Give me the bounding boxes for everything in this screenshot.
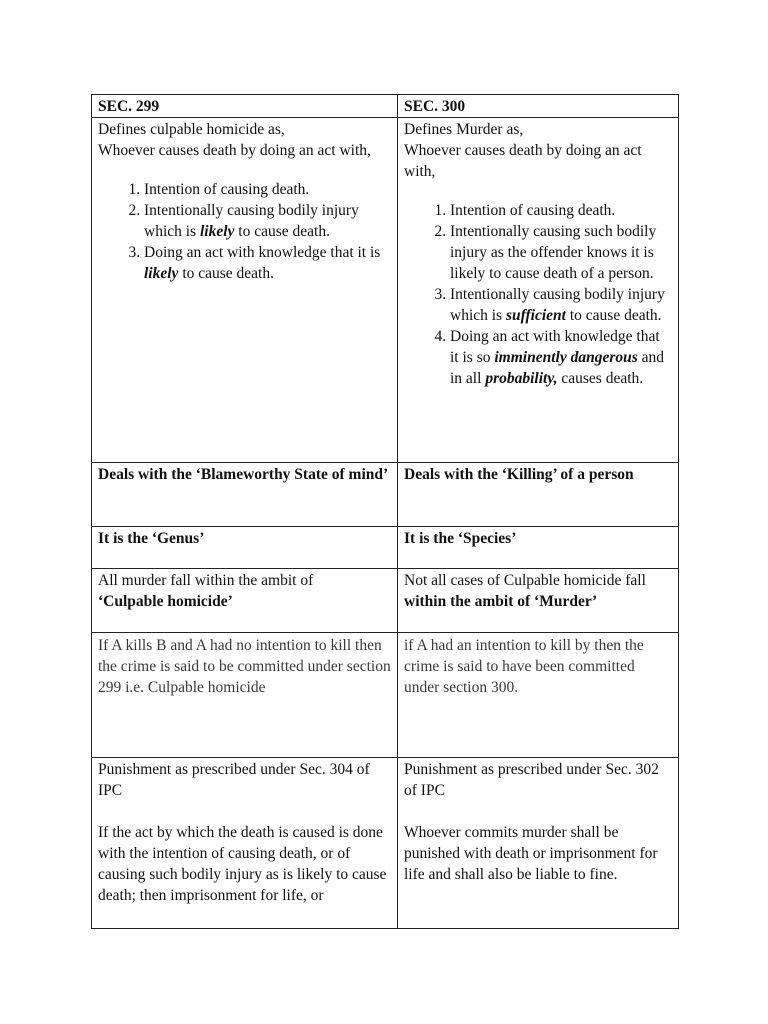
list-item: 3. Doing an act with knowledge that it is likely to cause death. xyxy=(144,242,391,284)
table-row-genus xyxy=(92,527,679,569)
list-item: 4. Doing an act with knowledge that it is so imminently dangerous and in all probability, causes death. xyxy=(450,326,672,389)
ambit-cell-right xyxy=(398,569,679,633)
table-row-punishment xyxy=(92,758,679,929)
table-row-definition xyxy=(92,118,679,463)
table-row-state xyxy=(92,463,679,527)
list-item: 2. Intentionally causing bodily injury which is likely to cause death. xyxy=(144,200,391,242)
list-item: 2. Intentionally causing such bodily injury as the offender knows it is likely to cause death of a person. xyxy=(450,221,672,284)
comparison-table xyxy=(91,94,679,929)
punishment-cell-right xyxy=(398,758,679,929)
punishment-cell-left xyxy=(92,758,398,929)
definition-cell-left xyxy=(92,118,398,463)
definition-intro-2: Whoever causes death by doing an act with, xyxy=(98,142,371,159)
genus-cell: It is the ‘Genus’ xyxy=(92,527,398,569)
definition-list-left xyxy=(98,179,391,284)
definition-intro-2: Whoever causes death by doing an act with, xyxy=(404,142,642,180)
header-sec-300: SEC. 300 xyxy=(398,95,679,118)
table-row-example xyxy=(92,633,679,758)
ambit-cell-left xyxy=(92,569,398,633)
punishment-right-detail: Whoever commits murder shall be punished with death or imprisonment for life and shall also be liable to fine. xyxy=(404,824,658,883)
species-cell: It is the ‘Species’ xyxy=(398,527,679,569)
punishment-left-detail: If the act by which the death is caused is done with the intention of causing death, or of causing such bodily injury as is likely to cause death; then imprisonment for life, or xyxy=(98,824,387,904)
list-item: 1. Intention of causing death. xyxy=(450,200,672,221)
ambit-right-bold: within the ambit of ‘Murder’ xyxy=(404,593,598,610)
table-row-ambit xyxy=(92,569,679,633)
list-item: 1. Intention of causing death. xyxy=(144,179,391,200)
state-of-mind-cell: Deals with the ‘Blameworthy State of mind’ xyxy=(92,463,398,527)
ambit-left-bold: ‘Culpable homicide’ xyxy=(98,593,233,610)
header-sec-299: SEC. 299 xyxy=(92,95,398,118)
list-item: 3. Intentionally causing bodily injury which is sufficient to cause death. xyxy=(450,284,672,326)
definition-intro: Defines culpable homicide as, xyxy=(98,121,285,138)
ambit-left-text: All murder fall within the ambit of xyxy=(98,572,314,589)
definition-intro: Defines Murder as, xyxy=(404,121,524,138)
example-cell-right: if A had an intention to kill by then the crime is said to have been committed under section 300. xyxy=(398,633,679,758)
table-header-row xyxy=(92,95,679,118)
ambit-right-text: Not all cases of Culpable homicide fall xyxy=(404,572,646,589)
definition-cell-right xyxy=(398,118,679,463)
example-cell-left: If A kills B and A had no intention to kill then the crime is said to be committed under section 299 i.e. Culpable homicide xyxy=(92,633,398,758)
killing-cell: Deals with the ‘Killing’ of a person xyxy=(398,463,679,527)
punishment-right-title: Punishment as prescribed under Sec. 302 of IPC xyxy=(404,761,659,799)
definition-list-right xyxy=(404,200,672,389)
punishment-left-title: Punishment as prescribed under Sec. 304 of IPC xyxy=(98,761,370,799)
